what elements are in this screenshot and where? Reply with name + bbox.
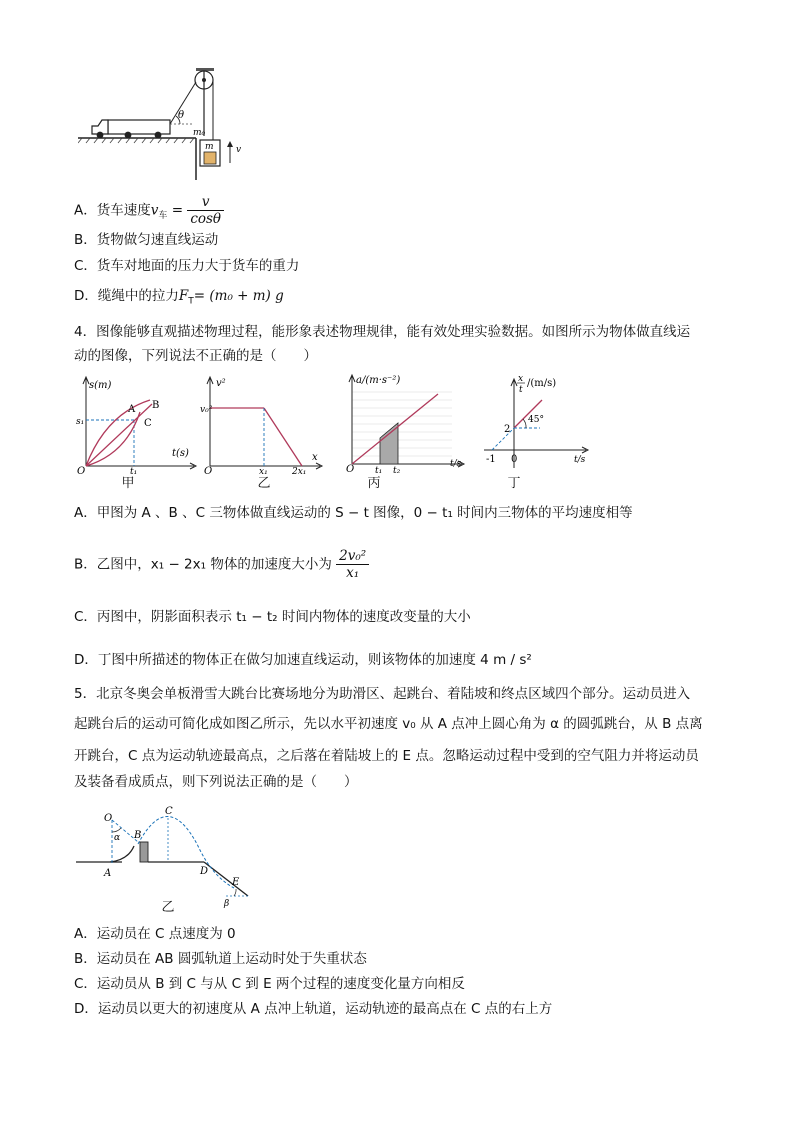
q4-option-b-fraction: $\frac{\text{2v₀²}}{\text{x₁}}$ [336,548,369,581]
ding-xm1: -1 [486,454,496,465]
jia-label-b: B [152,400,160,411]
graph-yi [200,374,324,474]
q5-stem-line2: 起跳台后的运动可简化成如图乙所示，先以水平初速度 v₀ 从 A 点冲上圆心角为 α 的圆弧跳台，从 B 点离 [74,716,703,732]
ding-ylabel-unit: /(m/s) [527,378,557,389]
ding-ylabel-num: x [518,374,524,384]
q5-option-c[interactable]: C．运动员从 B 到 C 与从 C 到 E 两个过程的速度变化量方向相反 [74,976,465,992]
fig5-C: C [165,806,173,817]
fig5-D: D [200,866,209,877]
yi-y0: v₀² [200,405,213,415]
jia-origin: O [77,466,86,474]
jia-label-a: A [128,404,136,415]
caption-bing: 丙 [367,476,381,491]
q4-stem-line2: 动的图像，下列说法不正确的是（ ） [74,348,317,364]
jia-ylabel: s(m) [89,380,112,391]
graph-jia [76,374,198,474]
q5-option-a[interactable]: A．运动员在 C 点速度为 0 [74,926,236,942]
fig5-B: B [134,830,142,841]
fig5-A: A [104,868,112,879]
graph-ding [482,370,592,474]
q4-option-a[interactable]: A．甲图为 A 、B 、C 三物体做直线运动的 S − t 图像，0 − t₁ 时间内三物体的平均速度相等 [74,505,633,521]
ding-ylabel-den: t [519,385,523,395]
theta-label: θ [178,110,185,121]
q4-option-b[interactable]: B．乙图中，x₁ − 2x₁ 物体的加速度大小为 $\frac{\text{2v₀²}}{\text{x₁}}$ [74,548,369,581]
ding-xlabel: t/s [574,455,586,465]
caption-jia: 甲 [121,476,135,491]
fig5-beta: β [224,899,230,909]
bing-t1: t₁ [375,466,383,474]
fig5-E: E [232,877,240,888]
truck-pulley-figure [78,66,258,182]
ding-y2: 2 [504,424,511,435]
q3-option-a[interactable]: A．货车速度$v_车$ = $\frac{v}{\cos\theta}$ [74,194,224,229]
q4-stem-line1: 4．图像能够直观描述物理过程，能形象表述物理规律，能有效处理实验数据。如图所示为物体做直线运 [74,324,691,340]
jia-xlabel: t(s) [172,448,189,459]
caption-q5: 乙 [161,900,175,915]
m0-label: m₀ [193,128,206,138]
v-label: v [236,145,242,155]
yi-ylabel: v² [216,378,226,389]
ding-angle: 45° [528,415,544,425]
caption-ding: 丁 [507,476,521,491]
jia-t1: t₁ [130,467,138,474]
ski-jump-figure [76,806,252,910]
bing-t2: t₂ [393,466,401,474]
q4-option-c[interactable]: C．丙图中，阴影面积表示 t₁ − t₂ 时间内物体的速度改变量的大小 [74,609,471,625]
q5-option-b[interactable]: B．运动员在 AB 圆弧轨道上运动时处于失重状态 [74,951,367,967]
q3-option-a-fraction: $\frac{v}{\cos\theta}$ [187,194,224,227]
bing-origin: O [346,464,355,474]
jia-s1: s₁ [76,417,85,427]
graph-bing [342,372,468,474]
yi-x2: 2x₁ [292,467,307,474]
yi-origin: O [204,466,213,474]
bing-ylabel: a/(m·s⁻²) [356,375,401,386]
q3-option-c[interactable]: C．货车对地面的压力大于货车的重力 [74,258,300,274]
caption-yi: 乙 [257,476,271,491]
q3-option-b[interactable]: B．货物做匀速直线运动 [74,232,219,248]
q4-option-d[interactable]: D．丁图中所描述的物体正在做匀加速直线运动，则该物体的加速度 4 m / s² [74,652,532,668]
yi-xaxis: x [312,452,318,463]
bing-xlabel: t/s [450,459,462,469]
q5-stem-line1: 5．北京冬奥会单板滑雪大跳台比赛场地分为助滑区、起跳台、着陆坡和终点区域四个部分。运动员进入 [74,686,691,702]
q5-stem-line3: 开跳台，C 点为运动轨迹最高点，之后落在着陆坡上的 E 点。忽略运动过程中受到的空气阻力并将运动员 [74,748,699,764]
fig5-O: O [104,813,113,824]
ding-x0: 0 [511,454,518,465]
q5-option-d[interactable]: D．运动员以更大的初速度从 A 点冲上轨道，运动轨迹的最高点在 C 点的右上方 [74,1001,553,1017]
q3-option-d[interactable]: D．缆绳中的拉力$F_T= (m_0 + m)$ g [74,288,284,307]
q5-stem-line4: 及装备看成质点，则下列说法正确的是（ ） [74,774,358,790]
jia-label-c: C [144,418,152,429]
fig5-alpha: α [114,833,121,843]
yi-x1: x₁ [259,467,268,474]
m-label: m [205,142,214,152]
